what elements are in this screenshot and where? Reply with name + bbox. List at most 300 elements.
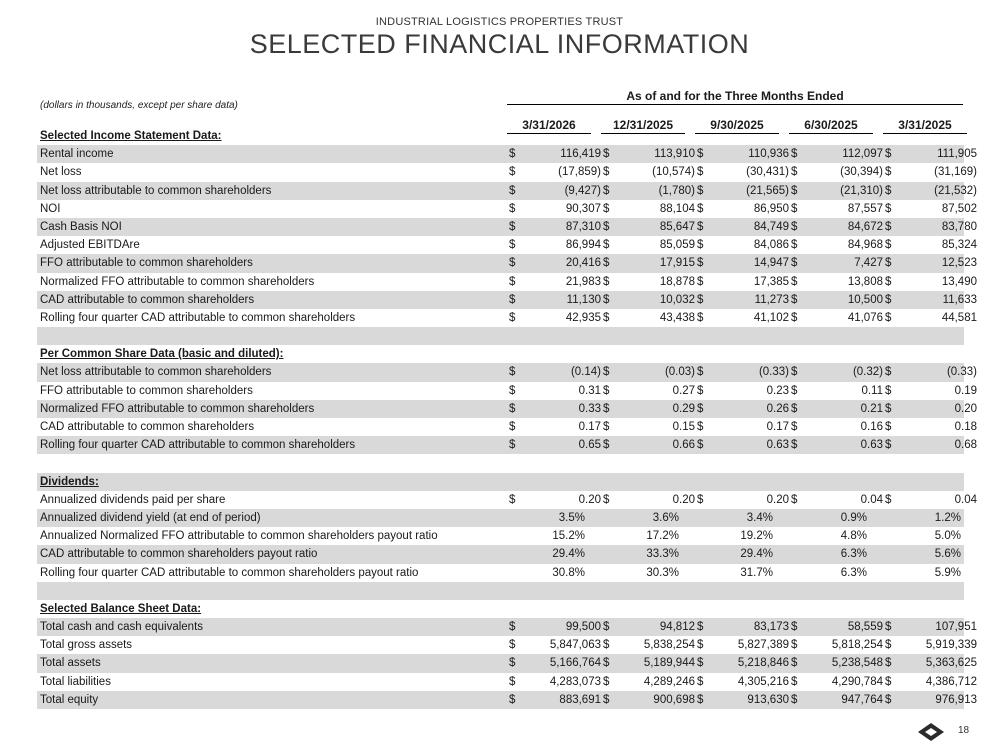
value-cell <box>603 382 695 400</box>
value-cell <box>697 254 789 272</box>
cell-value: 41,076 <box>847 311 883 324</box>
cell-value: 0.29 <box>672 402 695 415</box>
cell-value: 0.04 <box>954 493 977 506</box>
cell-value: 900,698 <box>653 693 695 706</box>
value-cell <box>697 673 789 691</box>
currency-symbol: $ <box>885 148 892 161</box>
value-cell <box>509 145 601 163</box>
currency-symbol: $ <box>885 621 892 634</box>
currency-symbol: $ <box>697 657 704 670</box>
currency-symbol: $ <box>603 693 610 706</box>
currency-symbol: $ <box>603 402 610 415</box>
value-cell <box>791 545 883 563</box>
cell-value: 111,905 <box>937 148 977 161</box>
table-row <box>37 673 977 691</box>
value-cell <box>791 527 883 545</box>
value-cell <box>509 691 601 709</box>
currency-symbol: $ <box>791 439 798 452</box>
currency-symbol: $ <box>697 693 704 706</box>
value-cell <box>509 363 601 381</box>
cell-value: (0.33) <box>946 366 977 379</box>
cell-value: 85,647 <box>659 220 695 233</box>
cell-value: 87,502 <box>941 202 977 215</box>
cell-value: 5.6% <box>934 548 961 561</box>
currency-symbol: $ <box>885 675 892 688</box>
value-cell <box>509 382 601 400</box>
cell-value: 17.2% <box>646 530 679 543</box>
currency-symbol: $ <box>603 275 610 288</box>
value-cell <box>885 200 977 218</box>
cell-value: 5,363,625 <box>925 657 977 670</box>
currency-symbol: $ <box>603 293 610 306</box>
currency-symbol: $ <box>697 421 704 433</box>
value-cell <box>697 218 789 236</box>
row-label: Annualized dividend yield (at end of period) <box>40 511 261 524</box>
value-cell <box>603 491 695 509</box>
currency-symbol: $ <box>885 384 892 397</box>
row-label: Total liabilities <box>40 675 111 688</box>
value-cell <box>791 218 883 236</box>
currency-symbol: $ <box>791 675 798 688</box>
currency-symbol: $ <box>791 621 798 634</box>
cell-value: 112,097 <box>842 148 883 161</box>
table-row <box>37 363 977 381</box>
cell-value: (21,565) <box>746 184 789 197</box>
cell-value: 0.20 <box>672 493 695 506</box>
table-row <box>37 509 964 527</box>
value-cell <box>509 654 601 672</box>
cell-value: 4,283,073 <box>549 675 601 688</box>
cell-value: 3.6% <box>652 511 679 524</box>
currency-symbol: $ <box>885 693 892 706</box>
cell-value: 1.2% <box>934 511 961 524</box>
cell-value: 85,324 <box>941 239 977 252</box>
currency-symbol: $ <box>791 293 798 306</box>
value-cell <box>697 491 789 509</box>
row-label: CAD attributable to common shareholders payout ratio <box>40 548 318 561</box>
cell-value: 84,672 <box>847 220 883 233</box>
cell-value: 5,218,846 <box>737 657 789 670</box>
row-label: Annualized Normalized FFO attributable to common shareholders payout ratio <box>40 530 438 543</box>
cell-value: 5.9% <box>934 566 961 579</box>
currency-symbol: $ <box>603 202 610 215</box>
cell-value: (31,169) <box>934 166 977 179</box>
cell-value: 0.19 <box>954 384 977 397</box>
value-cell <box>791 436 883 454</box>
value-cell <box>885 564 977 582</box>
row-label: FFO attributable to common shareholders <box>40 257 253 270</box>
value-cell <box>697 363 789 381</box>
value-cell <box>697 436 789 454</box>
currency-symbol: $ <box>885 166 892 179</box>
cell-value: 31.7% <box>740 566 773 579</box>
currency-symbol: $ <box>603 439 610 452</box>
value-cell <box>603 509 695 527</box>
spacer-row <box>37 582 964 600</box>
cell-value: 6.3% <box>840 566 867 579</box>
value-cell <box>885 218 977 236</box>
value-cell <box>603 673 695 691</box>
cell-value: 17,915 <box>659 257 695 270</box>
table-row <box>37 436 977 454</box>
cell-value: 0.20 <box>954 402 977 415</box>
cell-value: 0.65 <box>578 439 601 452</box>
value-cell <box>885 382 977 400</box>
table-row <box>37 400 977 418</box>
cell-value: 90,307 <box>565 202 601 215</box>
cell-value: 5,189,944 <box>643 657 695 670</box>
currency-symbol: $ <box>509 239 516 252</box>
value-cell <box>603 291 695 309</box>
value-cell <box>791 691 883 709</box>
value-cell <box>509 545 601 563</box>
value-cell <box>603 527 695 545</box>
cell-value: 913,630 <box>747 693 789 706</box>
cell-value: 44,581 <box>941 311 977 324</box>
value-cell <box>697 418 789 436</box>
cell-value: 83,780 <box>941 220 977 233</box>
currency-symbol: $ <box>791 402 798 415</box>
currency-symbol: $ <box>509 275 516 288</box>
cell-value: 29.4% <box>552 548 585 561</box>
value-cell <box>885 636 977 654</box>
value-cell <box>791 163 883 181</box>
table-row <box>37 309 977 327</box>
section-header <box>37 473 964 491</box>
value-cell <box>791 182 883 200</box>
value-cell <box>697 145 789 163</box>
value-cell <box>791 254 883 272</box>
currency-symbol: $ <box>509 293 516 306</box>
currency-symbol: $ <box>885 311 892 324</box>
cell-value: 0.16 <box>860 421 883 433</box>
period-header: 9/30/2025 <box>695 118 779 134</box>
value-cell <box>509 309 601 327</box>
currency-symbol: $ <box>697 148 704 161</box>
currency-symbol: $ <box>791 421 798 433</box>
currency-symbol: $ <box>603 621 610 634</box>
currency-symbol: $ <box>509 202 516 215</box>
row-label: Normalized FFO attributable to common shareholders <box>40 275 315 288</box>
currency-symbol: $ <box>791 275 798 288</box>
value-cell <box>509 673 601 691</box>
value-cell <box>603 145 695 163</box>
period-header: 3/31/2026 <box>507 118 591 134</box>
cell-value: 0.27 <box>672 384 695 397</box>
currency-symbol: $ <box>697 166 704 179</box>
currency-symbol: $ <box>885 220 892 233</box>
value-cell <box>603 254 695 272</box>
cell-value: 0.20 <box>578 493 601 506</box>
cell-value: 5,818,254 <box>831 639 883 652</box>
table-row <box>37 273 977 291</box>
value-cell <box>603 618 695 636</box>
row-label: Rolling four quarter CAD attributable to common shareholders <box>40 311 356 324</box>
value-cell <box>885 309 977 327</box>
company-name: INDUSTRIAL LOGISTICS PROPERTIES TRUST <box>375 16 624 28</box>
value-cell <box>509 254 601 272</box>
cell-value: 7,427 <box>854 257 883 270</box>
value-cell <box>697 654 789 672</box>
value-cell <box>697 273 789 291</box>
currency-symbol: $ <box>603 366 610 379</box>
currency-symbol: $ <box>697 402 704 415</box>
cell-value: 99,500 <box>565 621 601 634</box>
cell-value: 0.63 <box>860 439 883 452</box>
cell-value: 4,305,216 <box>737 675 789 688</box>
cell-value: 0.20 <box>766 493 789 506</box>
currency-symbol: $ <box>697 621 704 634</box>
value-cell <box>791 200 883 218</box>
cell-value: 0.63 <box>766 439 789 452</box>
row-label: Total cash and cash equivalents <box>40 621 204 634</box>
currency-symbol: $ <box>603 311 610 324</box>
value-cell <box>885 273 977 291</box>
value-cell <box>791 654 883 672</box>
cell-value: 4,386,712 <box>925 675 977 688</box>
table-row <box>37 491 977 509</box>
cell-value: (17,859) <box>558 166 601 179</box>
currency-symbol: $ <box>697 275 704 288</box>
value-cell <box>791 673 883 691</box>
cell-value: 11,130 <box>566 293 601 306</box>
currency-symbol: $ <box>509 439 516 452</box>
cell-value: 41,102 <box>753 311 789 324</box>
cell-value: 0.21 <box>860 402 883 415</box>
cell-value: 94,812 <box>659 621 695 634</box>
cell-value: 58,559 <box>847 621 883 634</box>
cell-value: 87,310 <box>565 220 601 233</box>
value-cell <box>603 691 695 709</box>
value-cell <box>509 400 601 418</box>
value-cell <box>885 182 977 200</box>
value-cell <box>697 509 789 527</box>
value-cell <box>603 200 695 218</box>
value-cell <box>697 564 789 582</box>
cell-value: 12,523 <box>941 257 977 270</box>
section-header <box>37 600 964 618</box>
currency-symbol: $ <box>603 148 610 161</box>
row-label: Net loss attributable to common shareholders <box>40 366 272 379</box>
value-cell <box>509 564 601 582</box>
value-cell <box>603 273 695 291</box>
financial-table <box>37 127 977 709</box>
value-cell <box>791 418 883 436</box>
currency-symbol: $ <box>509 311 516 324</box>
currency-symbol: $ <box>885 275 892 288</box>
cell-value: 15.2% <box>552 530 585 543</box>
currency-symbol: $ <box>791 493 798 506</box>
value-cell <box>603 182 695 200</box>
cell-value: 14,947 <box>753 257 789 270</box>
cell-value: 0.23 <box>766 384 789 397</box>
currency-symbol: $ <box>697 257 704 270</box>
cell-value: 30.8% <box>552 566 585 579</box>
row-label: Rental income <box>40 148 114 161</box>
cell-value: 0.26 <box>766 402 789 415</box>
table-row <box>37 654 977 672</box>
spacer-row <box>37 327 964 345</box>
currency-symbol: $ <box>697 493 704 506</box>
value-cell <box>697 236 789 254</box>
section-header <box>37 345 964 363</box>
section-header <box>37 127 964 145</box>
value-cell <box>885 527 977 545</box>
currency-symbol: $ <box>509 402 516 415</box>
value-cell <box>697 309 789 327</box>
cell-value: 883,691 <box>559 693 601 706</box>
currency-symbol: $ <box>509 166 516 179</box>
period-header: 3/31/2025 <box>883 118 967 134</box>
cell-value: (0.03) <box>664 366 695 379</box>
currency-symbol: $ <box>509 257 516 270</box>
page-number: 18 <box>958 725 970 736</box>
cell-value: 86,994 <box>565 239 601 252</box>
currency-symbol: $ <box>791 311 798 324</box>
value-cell <box>885 618 977 636</box>
currency-symbol: $ <box>697 639 704 652</box>
units-note: (dollars in thousands, except per share data) <box>40 100 238 111</box>
cell-value: 110,936 <box>748 148 789 161</box>
value-cell <box>697 163 789 181</box>
value-cell <box>603 436 695 454</box>
currency-symbol: $ <box>885 184 892 197</box>
currency-symbol: $ <box>509 675 516 688</box>
currency-symbol: $ <box>603 184 610 197</box>
value-cell <box>885 418 977 436</box>
value-cell <box>885 254 977 272</box>
currency-symbol: $ <box>791 239 798 252</box>
currency-symbol: $ <box>885 202 892 215</box>
cell-value: 84,749 <box>753 220 789 233</box>
currency-symbol: $ <box>697 366 704 379</box>
table-row <box>37 218 977 236</box>
cell-value: (21,310) <box>840 184 883 197</box>
value-cell <box>603 309 695 327</box>
value-cell <box>509 291 601 309</box>
cell-value: (0.14) <box>570 366 601 379</box>
currency-symbol: $ <box>697 439 704 452</box>
value-cell <box>885 673 977 691</box>
table-row <box>37 382 977 400</box>
currency-symbol: $ <box>509 184 516 197</box>
cell-value: 0.31 <box>578 384 601 397</box>
value-cell <box>791 291 883 309</box>
cell-value: 113,910 <box>654 148 695 161</box>
currency-symbol: $ <box>603 639 610 652</box>
value-cell <box>885 509 977 527</box>
value-cell <box>697 527 789 545</box>
value-cell <box>791 273 883 291</box>
currency-symbol: $ <box>885 493 892 506</box>
value-cell <box>885 363 977 381</box>
currency-symbol: $ <box>603 675 610 688</box>
value-cell <box>791 564 883 582</box>
table-row <box>37 236 977 254</box>
value-cell <box>791 363 883 381</box>
value-cell <box>509 182 601 200</box>
value-cell <box>885 654 977 672</box>
cell-value: 29.4% <box>740 548 773 561</box>
value-cell <box>509 163 601 181</box>
section-label: Selected Income Statement Data: <box>40 130 222 142</box>
currency-symbol: $ <box>509 366 516 379</box>
period-group-rule <box>507 104 963 105</box>
currency-symbol: $ <box>603 384 610 397</box>
cell-value: 0.17 <box>578 421 601 433</box>
value-cell <box>885 291 977 309</box>
cell-value: 13,808 <box>847 275 883 288</box>
company-logo-icon <box>918 723 944 741</box>
cell-value: 43,438 <box>659 311 695 324</box>
cell-value: 5,838,254 <box>643 639 695 652</box>
cell-value: 116,419 <box>560 148 601 161</box>
value-cell <box>603 636 695 654</box>
cell-value: (30,431) <box>746 166 789 179</box>
value-cell <box>885 436 977 454</box>
value-cell <box>697 182 789 200</box>
cell-value: 19.2% <box>740 530 773 543</box>
currency-symbol: $ <box>885 402 892 415</box>
value-cell <box>697 400 789 418</box>
cell-value: 30.3% <box>646 566 679 579</box>
table-row <box>37 564 964 582</box>
value-cell <box>697 545 789 563</box>
value-cell <box>885 163 977 181</box>
cell-value: 947,764 <box>841 693 883 706</box>
value-cell <box>791 636 883 654</box>
value-cell <box>791 400 883 418</box>
cell-value: 88,104 <box>659 202 695 215</box>
cell-value: (30,394) <box>840 166 883 179</box>
cell-value: 21,983 <box>565 275 601 288</box>
row-label: FFO attributable to common shareholders <box>40 384 253 397</box>
cell-value: 86,950 <box>753 202 789 215</box>
value-cell <box>885 491 977 509</box>
cell-value: (0.33) <box>758 366 789 379</box>
cell-value: 33.3% <box>646 548 679 561</box>
cell-value: 5,238,548 <box>831 657 883 670</box>
spacer-row <box>37 454 964 472</box>
currency-symbol: $ <box>697 384 704 397</box>
row-label: Rolling four quarter CAD attributable to common shareholders payout ratio <box>40 566 419 579</box>
currency-symbol: $ <box>885 239 892 252</box>
cell-value: 17,385 <box>753 275 789 288</box>
table-row <box>37 618 977 636</box>
value-cell <box>509 509 601 527</box>
cell-value: 0.66 <box>672 439 695 452</box>
currency-symbol: $ <box>791 220 798 233</box>
currency-symbol: $ <box>791 166 798 179</box>
value-cell <box>885 545 977 563</box>
value-cell <box>603 163 695 181</box>
table-row <box>37 291 977 309</box>
value-cell <box>791 491 883 509</box>
value-cell <box>509 273 601 291</box>
cell-value: 107,951 <box>935 621 977 634</box>
cell-value: 6.3% <box>840 548 867 561</box>
period-header: 12/31/2025 <box>601 118 685 134</box>
cell-value: 13,490 <box>941 275 977 288</box>
value-cell <box>509 491 601 509</box>
currency-symbol: $ <box>509 693 516 706</box>
section-label: Per Common Share Data (basic and diluted): <box>40 348 284 361</box>
cell-value: 5,827,389 <box>737 639 789 652</box>
row-label: Net loss <box>40 166 82 179</box>
currency-symbol: $ <box>603 239 610 252</box>
value-cell <box>509 436 601 454</box>
cell-value: (1,780) <box>658 184 695 197</box>
